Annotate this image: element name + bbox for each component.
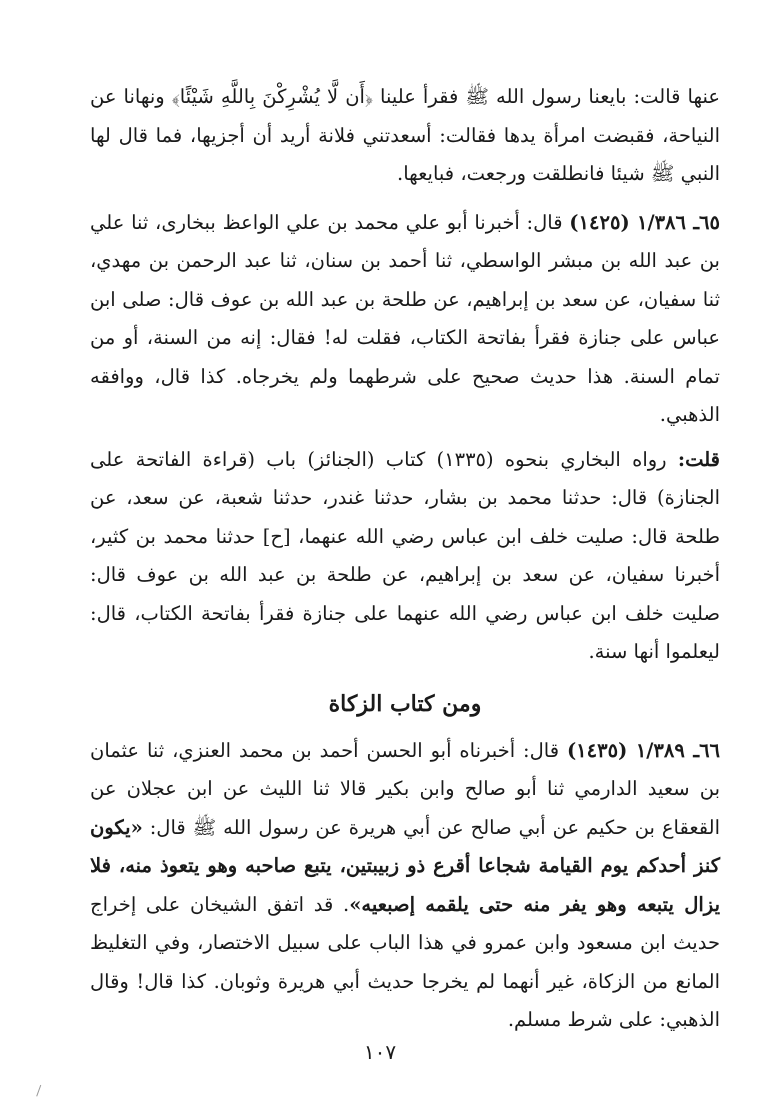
- hadith-65-text: قال: أخبرنا أبو علي محمد بن علي الواعظ ببخارى، ثنا علي بن عبد الله بن مبشر الواسطي، ثنا أحمد بن سنان، ثنا عبد الرحمن بن مهدي، ثنا سفيان، عن سعد بن إبراهيم، عن طلحة بن عبد الله بن عوف قال: صلى ابن عباس على جنازة فقرأ بفاتحة الكتاب، فقلت له! فقال: إنه من السنة، أو من تمام السنة. هذا حديث صحيح على شرطهما ولم يخرجاه. كذا قال، ووافقه الذهبي.: [90, 210, 720, 426]
- scan-mark: [36, 1085, 49, 1099]
- paragraph-continuation: عنها قالت: بايعنا رسول الله ﷺ فقرأ علينا ﴿أَن لَّا يُشْرِكْنَ بِاللَّهِ شَيْئًا﴾ ونهانا عن النياحة، فقبضت امرأة يدها فقالت: أسعدتني فلانة أريد أن أجزيها، فما قال لها النبي ﷺ شيئا فانطلقت ورجعت، فبايعها.: [90, 85, 720, 185]
- hadith-66-number: ٦٦ـ ١/٣٨٩ (١٤٣٥): [566, 738, 721, 762]
- page-number: ١٠٧: [363, 1040, 397, 1064]
- section-heading: ومن كتاب الزكاة: [328, 690, 482, 717]
- commentary-text: رواه البخاري بنحوه (١٣٣٥) كتاب (الجنائز) باب (قراءة الفاتحة على الجنازة) قال: حدثنا محمد بن بشار، حدثنا غندر، حدثنا شعبة، عن سعد، عن طلحة قال: صليت خلف ابن عباس رضي الله عنهما، [ح] حدثنا محمد بن كثير، أخبرنا سفيان، عن سعد بن إبراهيم، عن طلحة بن عبد الله بن عوف قال: صليت خلف ابن عباس رضي الله عنهما على جنازة فقرأ بفاتحة الكتاب، قال: ليعلموا أنها سنة.: [90, 447, 720, 663]
- hadith-66-text-a: قال: أخبرناه أبو الحسن أحمد بن محمد العنزي، ثنا عثمان بن سعيد الدارمي ثنا أبو صالح وابن بكير قالا ثنا الليث عن ابن عجلان عن القعقاع بن حكيم عن أبي صالح عن أبي هريرة عن رسول الله ﷺ قال:: [90, 738, 720, 839]
- hadith-66-text-b: . قد اتفق الشيخان على إخراج حديث ابن مسعود وابن عمرو في هذا الباب على سبيل الاختصار، وفي التغليظ المانع من الزكاة، غير أنهما لم يخرجا حديث أبي هريرة وثوبان. كذا قال! وقال الذهبي: على شرط مسلم.: [90, 892, 720, 1031]
- hadith-66-quote: «يكون كنز أحدكم يوم القيامة شجاعا أقرع ذو زبيبتين، يتبع صاحبه وهو يتعوذ منه، فلا يزال يتبعه وهو يفر منه حتى يلقمه إصبعيه»: [90, 815, 720, 916]
- document-page: [90, 78, 720, 1040]
- commentary-lead: قلت:: [677, 447, 720, 471]
- hadith-65-number: ٦٥ـ ١/٣٨٦ (١٤٢٥): [569, 210, 720, 234]
- hadith-65: [90, 204, 720, 435]
- commentary-paragraph: [90, 441, 720, 672]
- hadith-66: [90, 732, 720, 1040]
